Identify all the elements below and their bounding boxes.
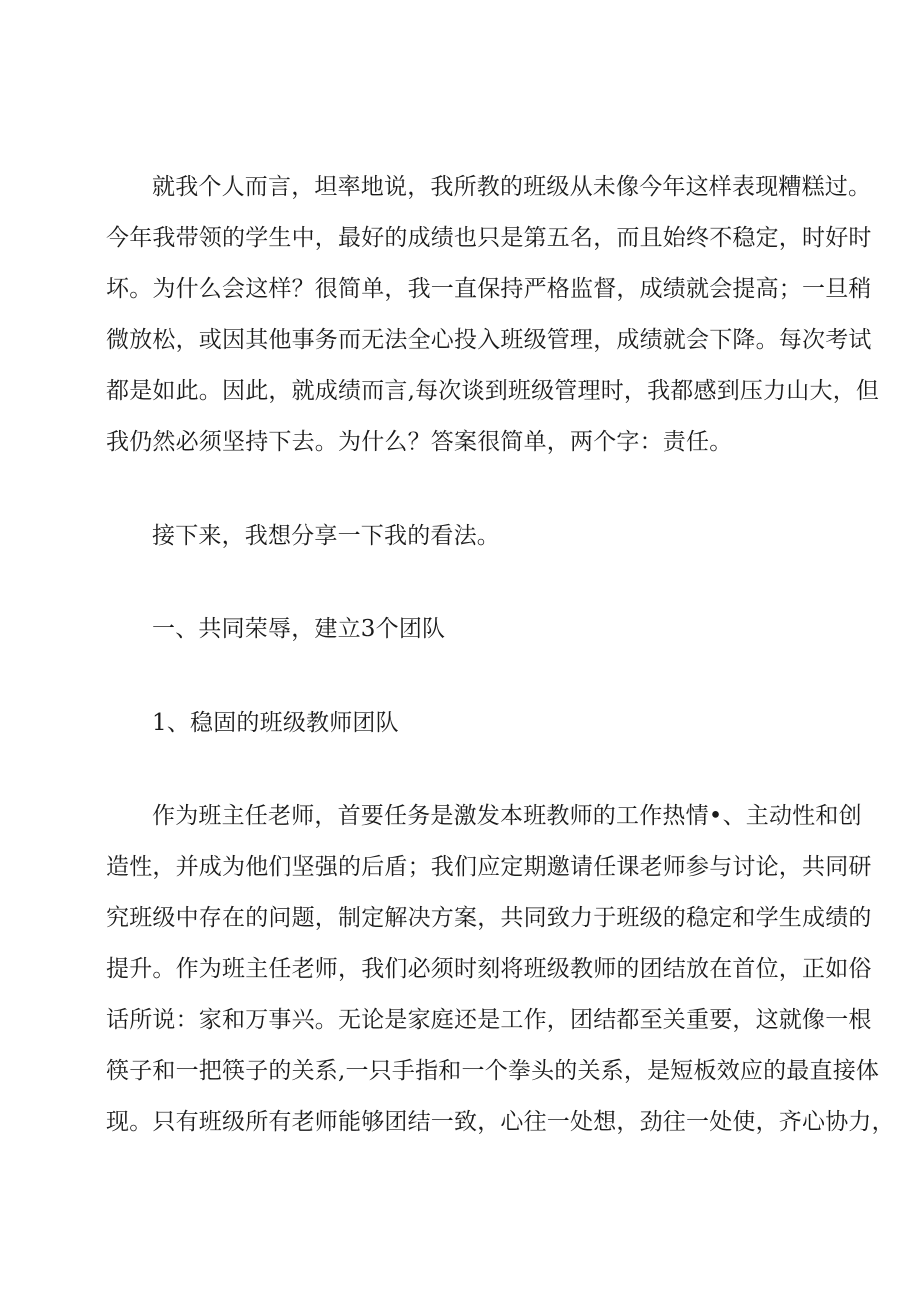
paragraph-3-line-6: 筷子和一把筷子的关系,一只手指和一个拳头的关系，是短板效应的最直接体 [106,1058,880,1084]
paragraph-3-line-3: 究班级中存在的问题，制定解决方案，共同致力于班级的稳定和学生成绩的 [106,905,872,931]
paragraph-3-line-2: 造性，并成为他们坚强的后盾；我们应定期邀请任课老师参与讨论，共同研 [106,854,872,880]
paragraph-3-line-4: 提升。作为班主任老师，我们必须时刻将班级教师的团结放在首位，正如俗 [106,956,872,982]
paragraph-3-line-7: 现。只有班级所有老师能够团结一致，心往一处想，劲往一处使，齐心协力， [106,1109,895,1135]
paragraph-1-line-6: 我仍然必须坚持下去。为什么？答案很简单，两个字：责任。 [106,429,733,455]
paragraph-1-line-5: 都是如此。因此，就成绩而言,每次谈到班级管理时，我都感到压力山大，但 [106,378,880,404]
paragraph-1-line-1: 就我个人而言，坦率地说，我所教的班级从未像今年这样表现糟糕过。 [152,174,872,200]
paragraph-1-line-4: 微放松，或因其他事务而无法全心投入班级管理，成绩就会下降。每次考试 [106,327,872,353]
section-heading-2: 1、稳固的班级教师团队 [152,710,399,736]
paragraph-2: 接下来，我想分享一下我的看法。 [152,523,500,549]
paragraph-3-line-1: 作为班主任老师，首要任务是激发本班教师的工作热情•、主动性和创 [152,803,862,829]
paragraph-1-line-3: 坏。为什么会这样？很简单，我一直保持严格监督，成绩就会提高；一旦稍 [106,276,872,302]
paragraph-1-line-2: 今年我带领的学生中，最好的成绩也只是第五名，而且始终不稳定，时好时 [106,225,872,251]
section-heading-1: 一、共同荣辱，建立3个团队 [152,616,446,642]
paragraph-3-line-5: 话所说：家和万事兴。无论是家庭还是工作，团结都至关重要，这就像一根 [106,1007,872,1033]
